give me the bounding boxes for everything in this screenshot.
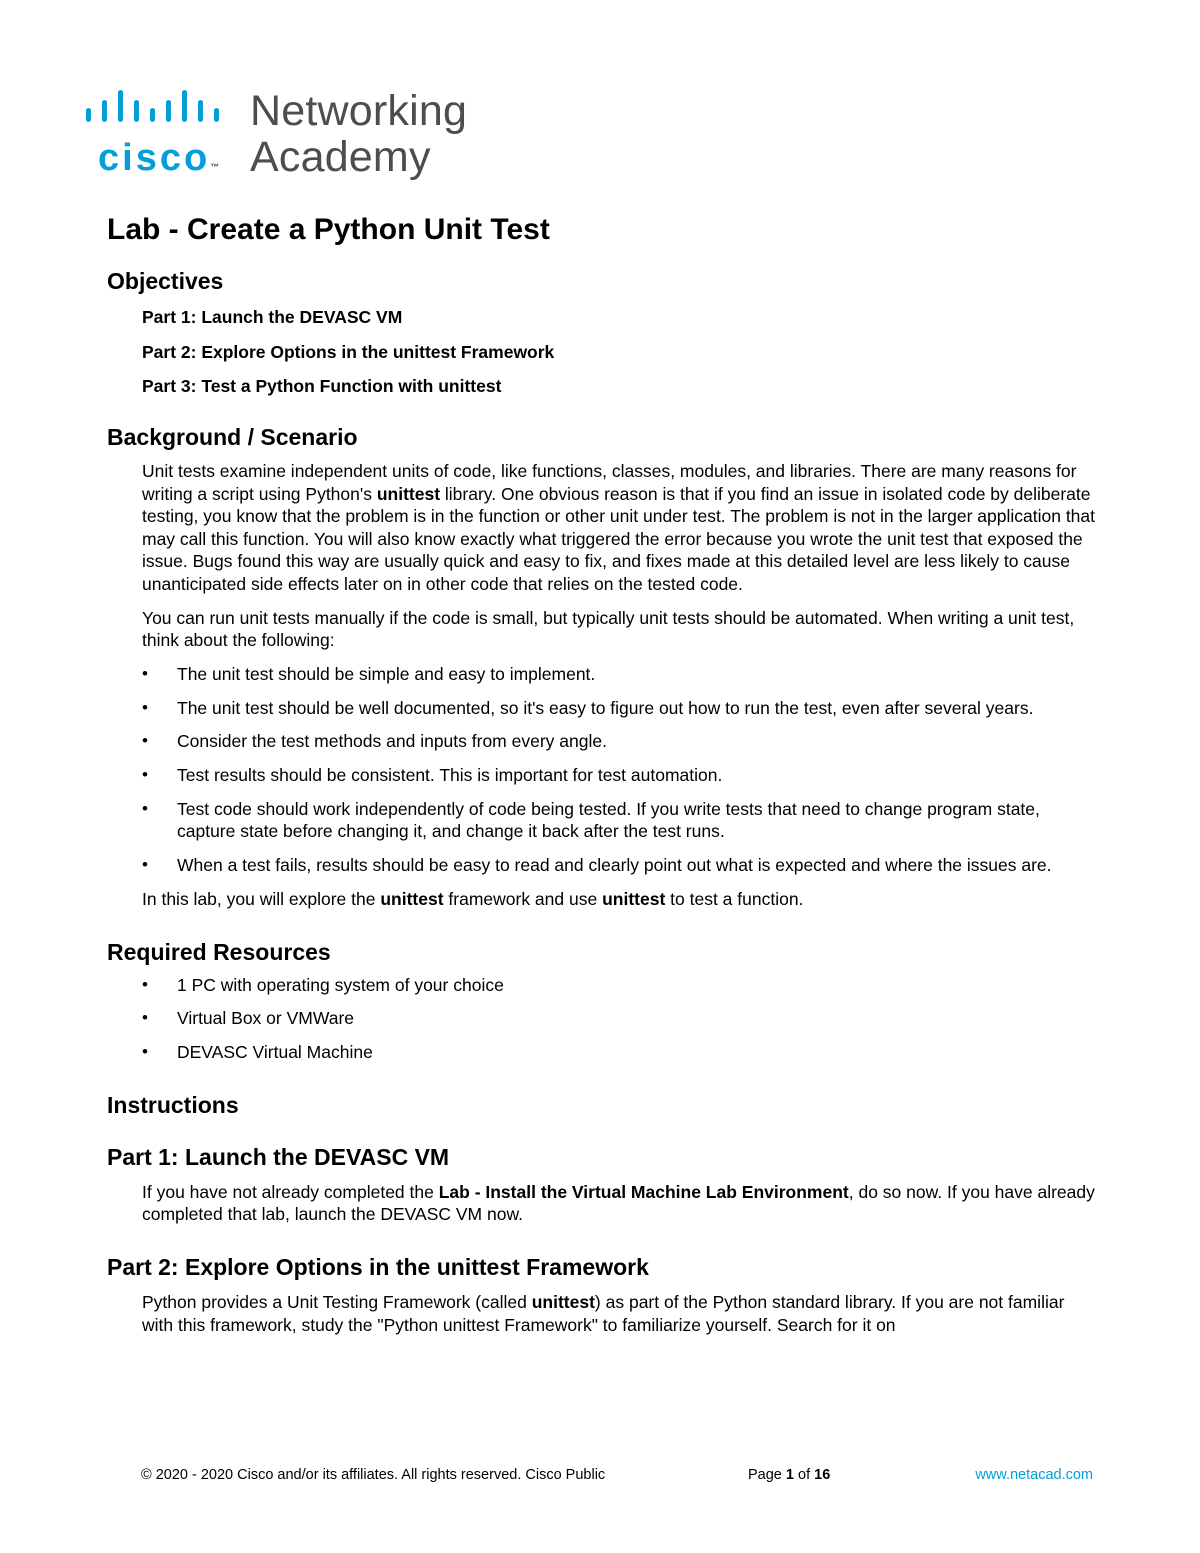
part1-heading: Part 1: Launch the DEVASC VM bbox=[107, 1143, 450, 1170]
cisco-wordmark: cisco™ bbox=[98, 137, 220, 179]
cisco-bars-icon bbox=[82, 86, 232, 126]
list-item: • When a test fails, results should be easy to read and clearly point out what is expected and where the issues are. bbox=[142, 855, 1052, 876]
list-item: • 1 PC with operating system of your choice bbox=[142, 974, 504, 995]
background-paragraph-2: You can run unit tests manually if the code is small, but typically unit tests should be automated. When writing a unit test, think about the following: bbox=[142, 607, 1075, 651]
objective-item: Part 1: Launch the DEVASC VM bbox=[142, 307, 403, 327]
page-title: Lab - Create a Python Unit Test bbox=[107, 213, 550, 246]
resources-heading: Required Resources bbox=[107, 938, 331, 965]
document-body bbox=[107, 210, 1097, 1347]
logo-networking: Networking bbox=[250, 87, 468, 135]
objective-item: Part 3: Test a Python Function with unittest bbox=[142, 376, 502, 396]
logo-academy: Academy bbox=[250, 133, 431, 181]
page-number: Page 1 of 16 bbox=[748, 1467, 831, 1483]
objective-item: Part 2: Explore Options in the unittest Framework bbox=[142, 341, 555, 362]
part2-heading: Part 2: Explore Options in the unittest Framework bbox=[107, 1253, 649, 1280]
netacad-link[interactable]: www.netacad.com bbox=[975, 1467, 1093, 1483]
list-item: • The unit test should be simple and easy to implement. bbox=[142, 663, 596, 684]
list-item: • Test results should be consistent. This is important for test automation. bbox=[142, 765, 723, 786]
background-heading: Background / Scenario bbox=[107, 424, 358, 450]
list-item: • Virtual Box or VMWare bbox=[142, 1008, 354, 1029]
objectives-heading: Objectives bbox=[107, 268, 224, 294]
list-item: • The unit test should be well documented, so it's easy to figure out how to run the test, even after several years. bbox=[142, 697, 1034, 718]
background-paragraph-3: In this lab, you will explore the unittest framework and use unittest to test a function. bbox=[142, 889, 804, 910]
cisco-networking-academy-logo bbox=[82, 86, 482, 181]
resources-list bbox=[142, 974, 1097, 1064]
guidelines-list bbox=[142, 663, 1097, 877]
copyright-notice: © 2020 - 2020 Cisco and/or its affiliates. All rights reserved. Cisco Public bbox=[141, 1467, 606, 1483]
part2-paragraph: Python provides a Unit Testing Framework (called unittest) as part of the Python standard library. If you are not familiar with this framework, study the "Python unittest Framework" to familiarize yourself. Search for it on bbox=[142, 1291, 1065, 1335]
instructions-heading: Instructions bbox=[107, 1091, 239, 1118]
background-paragraph-1: Unit tests examine independent units of code, like functions, classes, modules, and libraries. There are many reasons for writing a script using Python's unittest library. One obvious reason is that if you find an issue in isolated code by deliberate testing, you know that the problem is in the function or other unit under test. The problem is not in the larger application that may call this function. You will also know exactly what triggered the error because you wrote the unit test that exposed the issue. Bugs found this way are usually quick and easy to fix, and fixes made at this detailed level are less likely to cause unanticipated side effects later on in other code that relies on the tested code. bbox=[142, 461, 1096, 594]
list-item: • Consider the test methods and inputs from every angle. bbox=[142, 731, 607, 752]
list-item: • DEVASC Virtual Machine bbox=[142, 1042, 373, 1063]
part1-paragraph: If you have not already completed the Lab - Install the Virtual Machine Lab Environment, do so now. If you have already completed that lab, launch the DEVASC VM now. bbox=[142, 1181, 1095, 1225]
list-item: • Test code should work independently of code being tested. If you write tests that need to change program state, capture state before changing it, and change it back after the test runs. bbox=[142, 798, 1040, 842]
